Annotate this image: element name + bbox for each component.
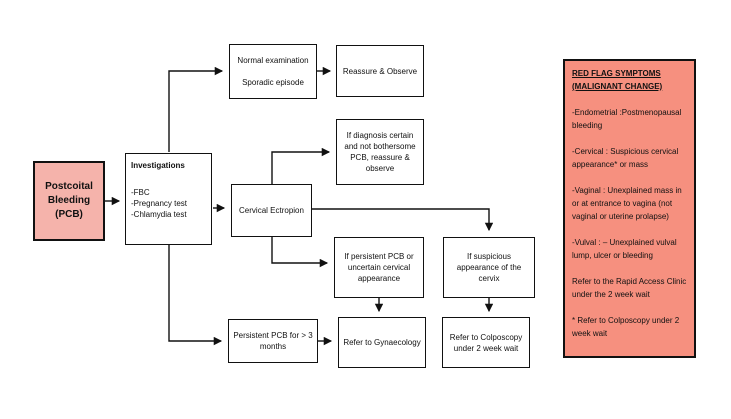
connector-ectropion-to-suspicious: [312, 209, 489, 230]
connector-ectropion-to-diagnosis-certain: [272, 152, 329, 184]
node-suspicious-cervix-label: If suspicious appearance of the cervix: [456, 252, 522, 283]
red-flag-symptoms-panel: [563, 59, 696, 358]
red-flag-item: -Endometrial :Postmenopausal bleeding: [572, 108, 682, 130]
red-flag-title-line1: RED FLAG SYMPTOMS: [572, 69, 661, 78]
node-cervical-ectropion: [231, 184, 312, 237]
node-suspicious-cervix: [443, 237, 535, 298]
node-refer-gynaecology: [338, 317, 426, 368]
red-flag-item: -Vulval : – Unexplained vulval lump, ulcer or bleeding: [572, 238, 677, 260]
node-persistent-uncertain-label: If persistent PCB or uncertain cervical appearance: [344, 252, 414, 283]
investigations-item: -FBC: [131, 188, 150, 197]
node-postcoital-bleeding: [33, 161, 105, 241]
node-normal-examination-line2: Sporadic episode: [242, 78, 304, 87]
connector-investigations-to-persistent-3-months: [169, 245, 221, 341]
node-persistent-3-months: [228, 319, 318, 363]
node-investigations: [125, 153, 212, 245]
red-flag-title-line2: (MALIGNANT CHANGE): [572, 82, 663, 91]
node-cervical-ectropion-label: Cervical Ectropion: [239, 206, 304, 215]
node-diagnosis-certain: [336, 119, 424, 185]
node-persistent-uncertain: [334, 237, 424, 298]
investigations-item: -Chlamydia test: [131, 210, 187, 219]
node-diagnosis-certain-label: If diagnosis certain and not bothersome PCB, reassure & observe: [344, 131, 416, 173]
connector-investigations-to-normal-exam: [169, 71, 222, 152]
node-refer-colposcopy: [442, 317, 530, 368]
node-reassure-observe-label: Reassure & Observe: [342, 66, 418, 76]
node-normal-examination-line1: Normal examination: [237, 56, 309, 65]
investigations-title: Investigations: [131, 161, 185, 170]
node-refer-gynaecology-label: Refer to Gynaecology: [343, 338, 421, 347]
red-flag-item: Refer to the Rapid Access Clinic under the 2 week wait: [572, 277, 687, 299]
connector-ectropion-to-persistent-uncertain: [272, 237, 327, 263]
red-flag-item: * Refer to Colposcopy under 2 week wait: [572, 316, 680, 338]
investigations-item: -Pregnancy test: [131, 199, 188, 208]
node-refer-colposcopy-label: Refer to Colposcopy under 2 week wait: [449, 332, 523, 353]
red-flag-item: -Vaginal : Unexplained mass in or at entrance to vagina (not vaginal or uterine prolapse): [572, 186, 682, 221]
red-flag-item: -Cervical : Suspicious cervical appearance* or mass: [572, 147, 679, 169]
node-reassure-observe: [336, 45, 424, 97]
node-persistent-3-months-label: Persistent PCB for > 3 months: [233, 331, 313, 351]
node-postcoital-bleeding-label: Postcoital Bleeding (PCB): [45, 181, 93, 220]
node-normal-examination: [229, 44, 317, 99]
